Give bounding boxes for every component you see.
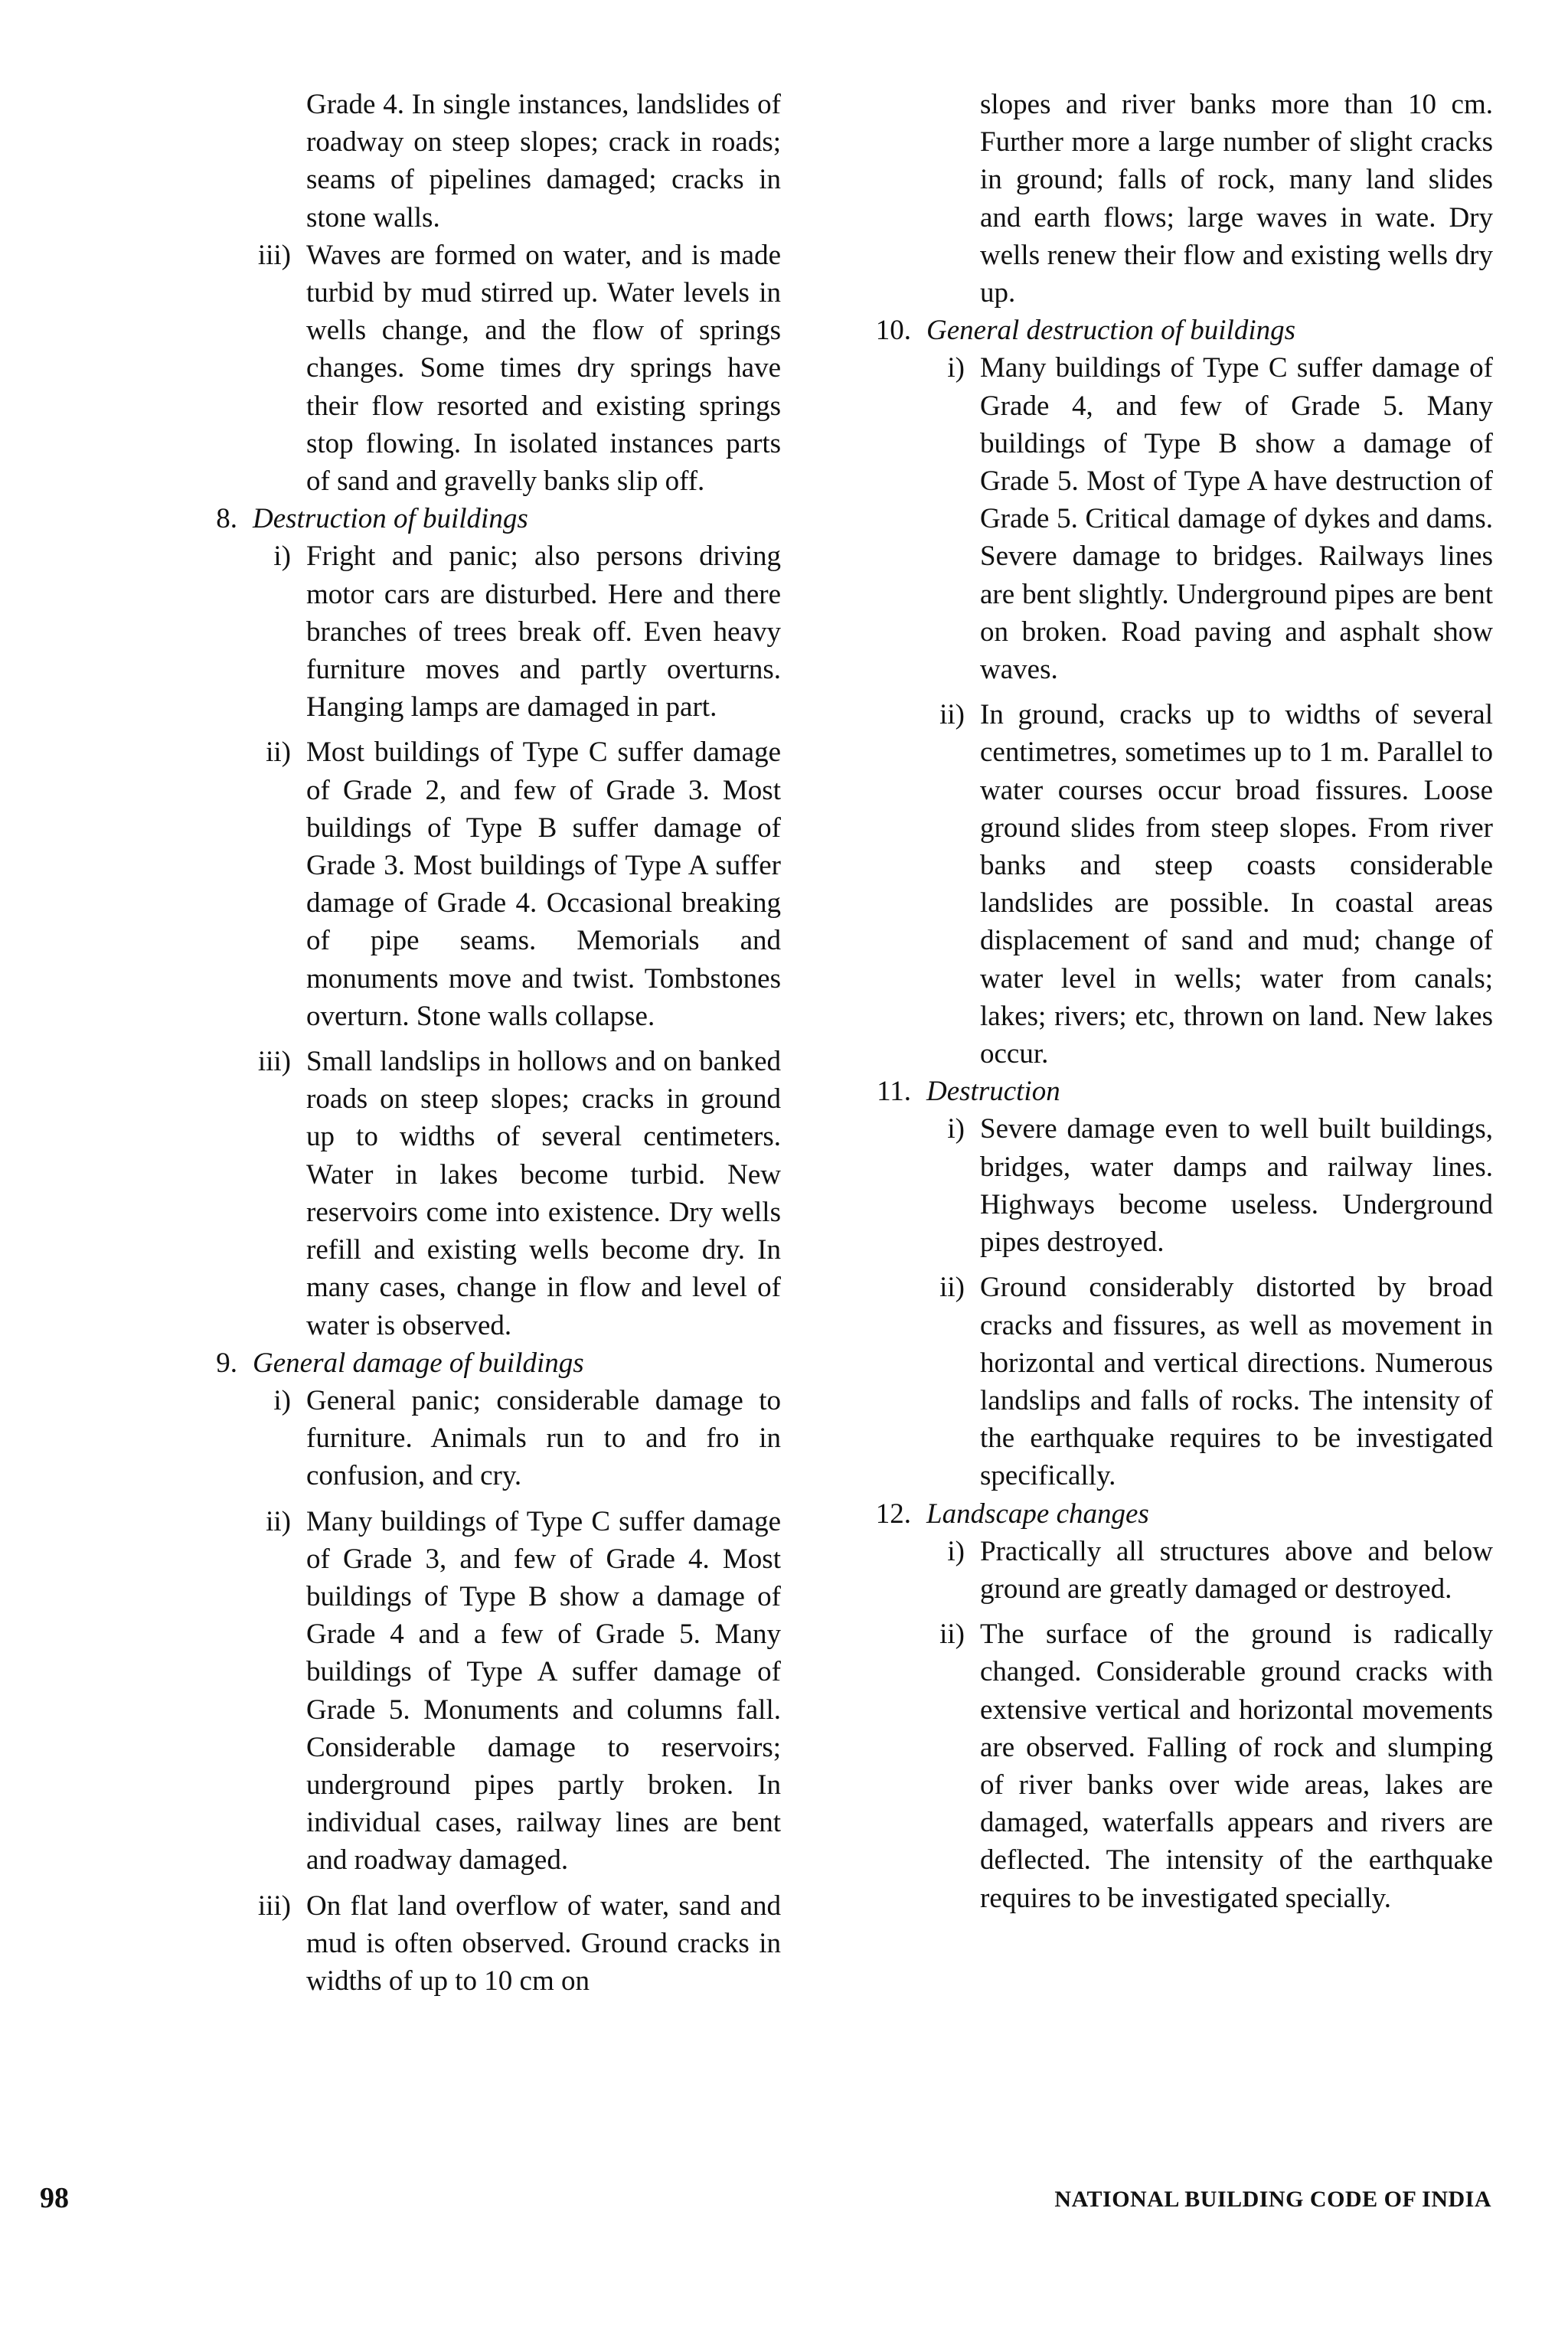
left-column: [216, 86, 781, 2000]
item-label: iii): [257, 1046, 291, 1078]
section-title: General destruction of buildings: [926, 315, 1295, 347]
item-text: Most buildings of Type C suffer damage of Grade 2, and few of Grade 3. Most buildings of Type B suffer damage of Grade 3. Most buildings of Type A suffer damage of Grade 4. Occasional breaking of pipe seams. Memorials and monuments move and twist. Tombstones overturn. Stone walls collapse.: [306, 737, 781, 1032]
right-column: [875, 86, 1493, 1917]
section-number: 9.: [216, 1347, 237, 1379]
section-title: General damage of buildings: [253, 1347, 584, 1379]
list-item-11-ii: [903, 1269, 1493, 1494]
item-label: ii): [266, 1505, 291, 1537]
section-title: Destruction: [926, 1076, 1060, 1108]
item-text: Many buildings of Type C suffer damage of Grade 4, and few of Grade 5. Many buildings of Type B show a damage of Grade 5. Most of Type A have destruction of Grade 5. Critical damage of dykes and dams. Severe damage to bridges. Railways lines are bent slightly. Underground pipes are bent on broken. Road paving and asphalt show waves.: [980, 352, 1493, 686]
item-text: Ground considerably distorted by broad cracks and fissures, as well as movement in horizontal and vertical directions. Numerous landslips and falls of rocks. The intensity of the earthquake requires to be investigated specifically.: [980, 1272, 1493, 1492]
section-number: 11.: [877, 1076, 911, 1108]
list-item-7-iii: [230, 237, 781, 500]
item-label: ii): [939, 699, 965, 731]
item-label: iii): [257, 1890, 291, 1922]
section-8-heading: [216, 500, 781, 537]
list-item-10-i: [903, 349, 1493, 688]
list-item-9-iii: [230, 1887, 781, 2001]
item-text: General panic; considerable damage to furniture. Animals run to and fro in confusion, and cry.: [306, 1384, 781, 1492]
list-item-8-iii: [230, 1043, 781, 1344]
section-title: Landscape changes: [926, 1498, 1149, 1530]
paragraph-continuation: slopes and river banks more than 10 cm. Further more a large number of slight cracks in ground; falls of rock, many land slides and earth flows; large waves in wate. Dry wells renew their flow and existing wells dry up.: [980, 89, 1493, 309]
list-item-8-i: [230, 537, 781, 726]
item-label: iii): [257, 239, 291, 271]
item-text: Many buildings of Type C suffer damage of Grade 3, and few of Grade 4. Most buildings of Type B show a damage of Grade 4 and a few of Grade 5. Many buildings of Type A suffer damage of Grade 5. Monuments and columns fall. Considerable damage to reservoirs; underground pipes partly broken. In individual cases, railway lines are bent and roadway damaged.: [306, 1505, 781, 1877]
item-text: The surface of the ground is radically changed. Considerable ground cracks with extensive vertical and horizontal movements are observed. Falling of rock and slumping of river banks over wide areas, lakes are damaged, waterfalls appears and rivers are deflected. The intensity of the earthquake requires to be investigated specially.: [980, 1619, 1493, 1914]
item-text: On flat land overflow of water, sand and mud is often observed. Ground cracks in widths of up to 10 cm on: [306, 1890, 781, 1997]
list-item-10-ii: [903, 696, 1493, 1073]
section-11-heading: [877, 1073, 1493, 1110]
item-label: i): [947, 1113, 965, 1145]
section-12-heading: [875, 1495, 1493, 1533]
list-item-11-i: [903, 1110, 1493, 1261]
section-number: 12.: [875, 1498, 911, 1530]
list-item-8-ii: [230, 733, 781, 1035]
list-item-9-i: [230, 1382, 781, 1495]
item-label: i): [947, 1535, 965, 1567]
item-text: Small landslips in hollows and on banked roads on steep slopes; cracks in ground up to widths of several centimeters. Water in lakes become turbid. New reservoirs come into existence. Dry wells refill and existing wells become dry. In many cases, change in flow and level of water is observed.: [306, 1046, 781, 1341]
list-item-12-i: [903, 1533, 1493, 1608]
page-number: 98: [40, 2182, 69, 2214]
list-item-12-ii: [903, 1615, 1493, 1917]
item-text: Practically all structures above and below ground are greatly damaged or destroyed.: [980, 1535, 1493, 1605]
item-label: ii): [266, 737, 291, 769]
item-label: i): [273, 541, 291, 573]
item-text: Fright and panic; also persons driving motor cars are disturbed. Here and there branches of trees break off. Even heavy furniture moves and partly overturns. Hanging lamps are damaged in part.: [306, 541, 781, 724]
item-text: Severe damage even to well built buildings, bridges, water damps and railway lines. Highways become useless. Underground pipes destroyed.: [980, 1113, 1493, 1259]
paragraph-continuation: Grade 4. In single instances, landslides of roadway on steep slopes; crack in roads; seams of pipelines damaged; cracks in stone walls.: [306, 89, 781, 234]
section-title: Destruction of buildings: [253, 503, 528, 535]
item-text: Waves are formed on water, and is made turbid by mud stirred up. Water levels in wells change, and the flow of springs changes. Some times dry springs have their flow resorted and existing springs stop flowing. In isolated instances parts of sand and gravelly banks slip off.: [306, 239, 781, 498]
section-number: 8.: [216, 503, 237, 535]
list-item-9-ii: [230, 1503, 781, 1880]
item-label: i): [947, 352, 965, 384]
item-label: ii): [939, 1272, 965, 1304]
section-number: 10.: [875, 315, 911, 347]
section-10-heading: [875, 312, 1493, 349]
section-9-heading: [216, 1344, 781, 1382]
running-footer-title: NATIONAL BUILDING CODE OF INDIA: [1054, 2187, 1491, 2212]
item-label: ii): [939, 1619, 965, 1651]
item-text: In ground, cracks up to widths of several centimetres, sometimes up to 1 m. Parallel to water courses occur broad fissures. Loose ground slides from steep slopes. From river banks and steep coasts considerable landslides are possible. In coastal areas displacement of sand and mud; change of water level in wells; water from canals; lakes; rivers; etc, thrown on land. New lakes occur.: [980, 699, 1493, 1070]
item-label: i): [273, 1384, 291, 1416]
